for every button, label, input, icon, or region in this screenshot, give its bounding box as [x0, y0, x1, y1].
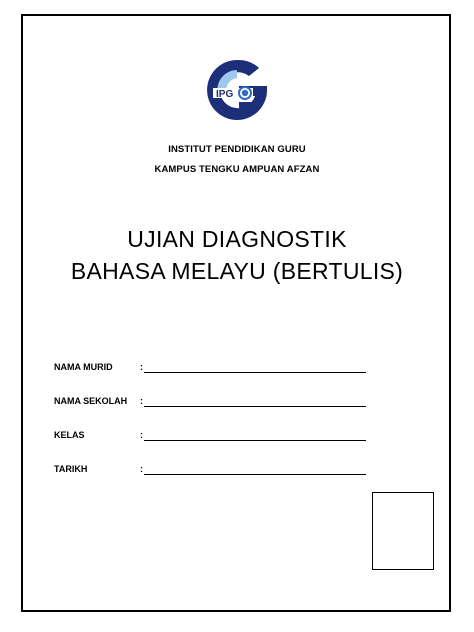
institute-name: INSTITUT PENDIDIKAN GURU	[168, 144, 306, 155]
field-nama-sekolah	[54, 396, 374, 410]
field-blank-line[interactable]	[144, 474, 366, 475]
field-tarikh	[54, 464, 374, 478]
field-blank-line[interactable]	[144, 406, 366, 407]
logo-text: IPG	[216, 89, 234, 100]
field-label: NAMA MURID	[54, 362, 113, 372]
field-label: NAMA SEKOLAH	[54, 396, 128, 406]
score-box[interactable]	[372, 492, 434, 570]
ipg-logo	[205, 58, 269, 122]
field-colon: :	[140, 430, 143, 440]
field-colon: :	[140, 464, 143, 474]
field-colon: :	[140, 396, 143, 406]
field-colon: :	[140, 362, 143, 372]
field-blank-line[interactable]	[144, 372, 366, 373]
field-blank-line[interactable]	[144, 440, 366, 441]
campus-name: KAMPUS TENGKU AMPUAN AFZAN	[154, 164, 320, 175]
field-kelas	[54, 430, 374, 444]
field-label: KELAS	[54, 430, 85, 440]
field-label: TARIKH	[54, 464, 88, 474]
ipg-logo-graphic	[205, 58, 269, 122]
field-nama-murid	[54, 362, 374, 376]
title-line-2: BAHASA MELAYU (BERTULIS)	[70, 258, 404, 284]
title-line-1: UJIAN DIAGNOSTIK	[127, 226, 347, 252]
